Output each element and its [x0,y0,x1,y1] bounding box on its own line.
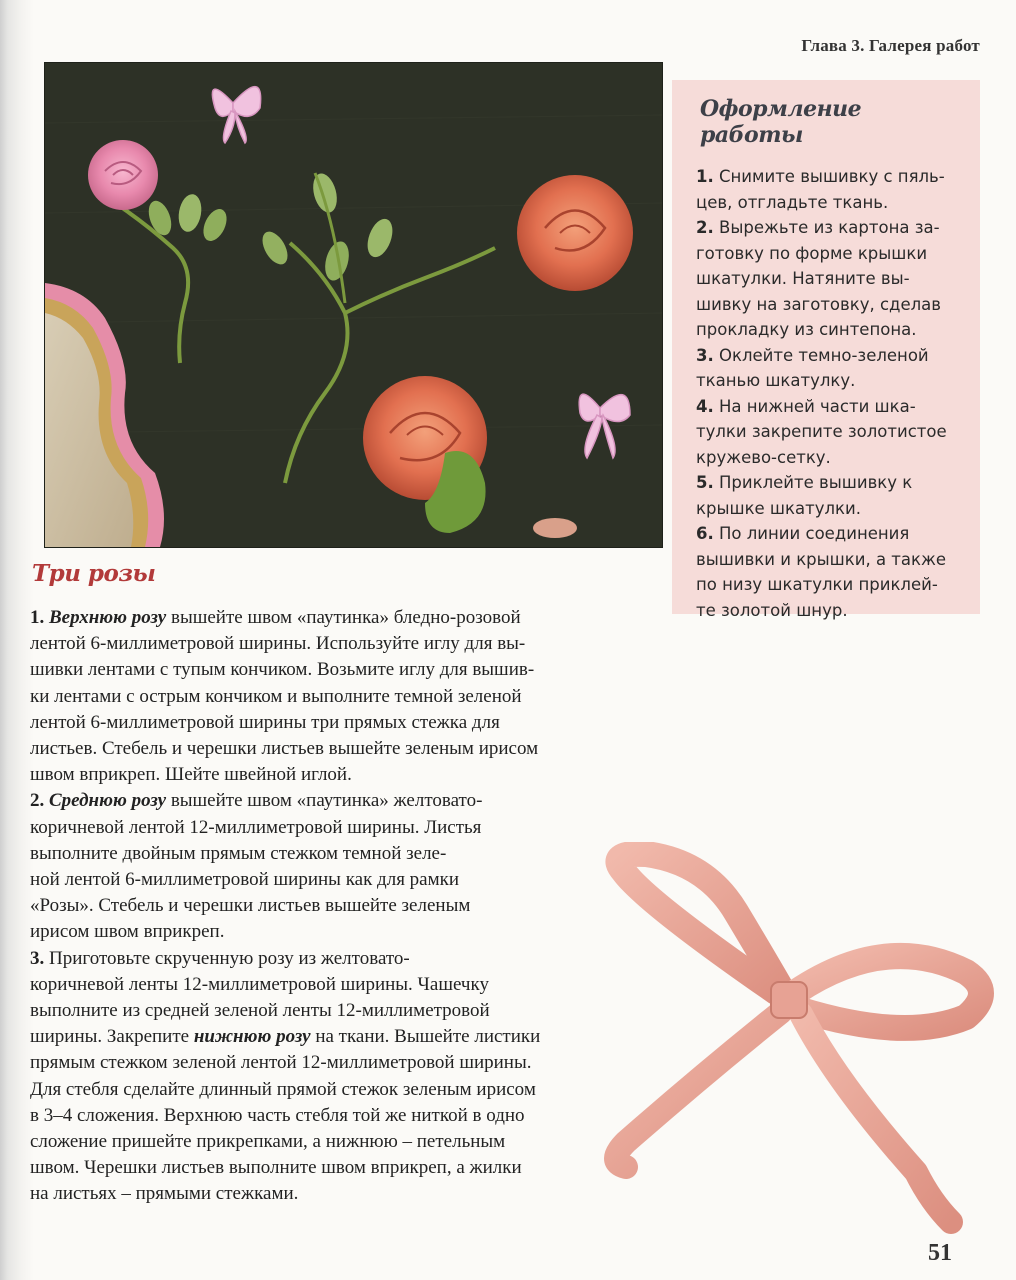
box-step: 1. Снимите вышивку с пяль- цев, отгладьте ткань. [696,167,945,212]
box-step: 6. По линии соединения вышивки и крышки, а также по низу шкатулки приклей- те золотой шнур. [696,524,947,620]
box-title: Оформление работы [700,96,862,148]
box-step: 3. Оклейте темно-зеленой тканью шкатулку. [696,345,929,390]
box-list [696,164,962,623]
section-title: Три розы [32,560,156,587]
ribbon-bow-illustration [586,842,996,1242]
chapter-header: Глава 3. Галерея работ [801,36,980,55]
main-instructions [30,605,655,1208]
finishing-instructions-box [672,80,980,620]
embroidery-photo [44,62,663,548]
box-step: 5. Приклейте вышивку к крышке шкатулки. [696,473,913,518]
instruction-paragraph: 3. Приготовьте скрученную розу из желтовато- коричневой ленты 12-миллиметровой ширины. Чашечку выполните из средней зеленой ленты 12-миллиметровой ширины. Закрепите нижнюю розу на ткани. Вышейте листики прямым стежком зеленой лентой 12-миллиметровой ширины. Для стебля сделайте длинный прямой стежок зеленым ирисом в 3–4 сложения. Верхнюю часть стебля той же ниткой в одно сложение пришейте прикрепками, а нижнюю – петельным швом. Черешки листьев выполните швом вприкреп, а жилки на листьях – прямыми стежками. [30,947,541,1205]
book-spine-shadow [0,0,34,1280]
instruction-paragraph: 1. Верхнюю розу вышейте швом «паутинка» бледно-розовой лентой 6-миллиметровой ширины. Используйте иглу для вы- шивки лентами с тупым кончиком. Возьмите иглу для вышив- ки лентами с острым кончиком и выполните темной зеленой лентой 6-миллиметровой ширины три прямых стежка для листьев. Стебель и черешки листьев вышейте зеленым ирисом швом вприкреп. Шейте швейной иглой. [30,607,539,786]
page-number: 51 [928,1240,952,1266]
instruction-paragraph: 2. Среднюю розу вышейте швом «паутинка» желтовато- коричневой лентой 12-миллиметровой ширины. Листья выполните двойным прямым стежком темной зеле- ной лентой 6-миллиметровой ширины как для рамки «Розы». Стебель и черешки листьев вышейте зеленым ирисом швом вприкреп. [30,790,483,943]
box-step: 2. Вырежьте из картона за- готовку по форме крышки шкатулки. Натяните вы- шивку на заготовку, сделав прокладку из синтепона. [696,218,941,339]
box-step: 4. На нижней части шка- тулки закрепите золотистое кружево-сетку. [696,396,947,467]
